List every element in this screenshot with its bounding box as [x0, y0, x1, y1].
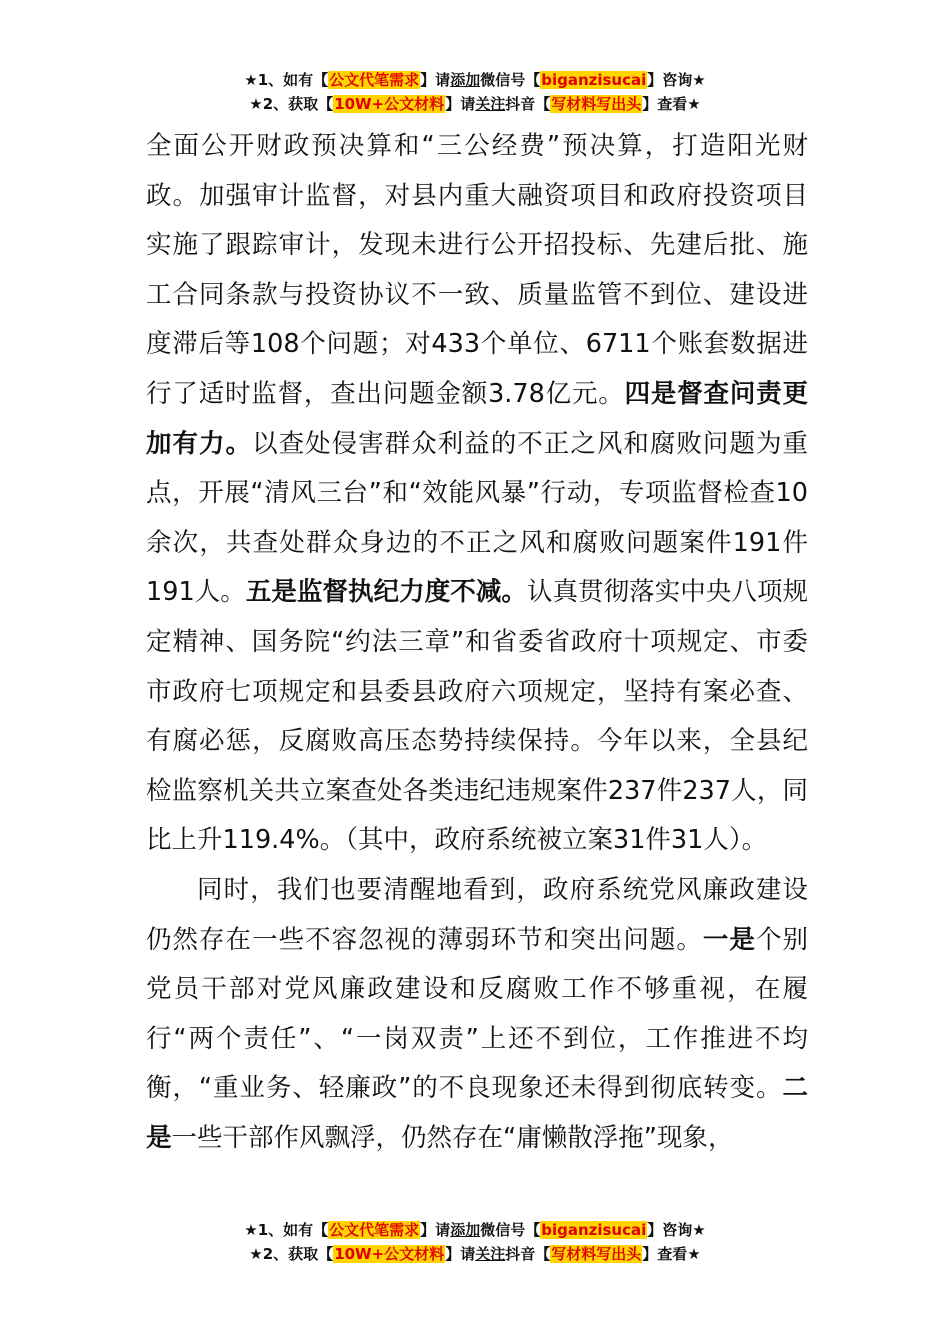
star-icon: ★ [244, 1221, 258, 1239]
highlight-douyin: 写材料写出头 [551, 95, 642, 113]
bold-heading-1: 一是 [702, 924, 756, 955]
banner-line-1: ★1、如有【公文代笔需求】请添加微信号【biganzisucai】咨询★ [244, 71, 706, 89]
highlight-service: 公文代笔需求 [329, 1221, 420, 1239]
footer-banner [0, 1218, 950, 1266]
highlight-douyin: 写材料写出头 [551, 1245, 642, 1263]
banner-line-2: ★2、获取【10W+公文材料】请关注抖音【写材料写出头】查看★ [249, 1245, 701, 1263]
document-body [146, 122, 808, 1163]
highlight-wechat-id: biganzisucai [541, 71, 647, 89]
highlight-materials: 10W+公文材料 [334, 95, 445, 113]
bold-heading-4: 四是督查问责更加有力。 [146, 378, 808, 459]
bold-heading-5: 五是监督执纪力度不减。 [245, 577, 527, 608]
bold-heading-2: 二是 [146, 1073, 808, 1153]
paragraph-1: 全面公开财政预决算和“三公经费”预决算，打造阳光财政。加强审计监督，对县内重大融资项目和政府投资项目实施了跟踪审计，发现未进行公开招投标、先建后批、施工合同条款与投资协议不一致、质量监管不到位、建设进度滞后等108个问题；对433个单位、6711个账套数据进行了适时监督，查出问题金额3.78亿元。四是督查问责更加有力。以查处侵害群众利益的不正之风和腐败问题为重点，开展“清风三台”和“效能风暴”行动，专项监督检查10余次，共查处群众身边的不正之风和腐败问题案件191件191人。五是监督执纪力度不减。认真贯彻落实中央八项规定精神、国务院“约法三章”和省委省政府十项规定、市委市政府七项规定和县委县政府六项规定，坚持有案必查、有腐必惩，反腐败高压态势持续保持。今年以来，全县纪检监察机关共立案查处各类违纪违规案件237件237人，同比上升119.4%。（其中，政府系统被立案31件31人）。 [146, 131, 808, 856]
star-icon: ★ [249, 95, 263, 113]
paragraph-2: 同时，我们也要清醒地看到，政府系统党风廉政建设仍然存在一些不容忽视的薄弱环节和突出问题。一是个别党员干部对党风廉政建设和反腐败工作不够重视，在履行“两个责任”、“一岗双责”上还不到位，工作推进不均衡，“重业务、轻廉政”的不良现象还未得到彻底转变。二是一些干部作风飘浮，仍然存在“庸懒散浮拖”现象， [146, 874, 808, 1153]
star-icon: ★ [244, 71, 258, 89]
banner-line-2: ★2、获取【10W+公文材料】请关注抖音【写材料写出头】查看★ [249, 95, 701, 113]
star-icon: ★ [249, 1245, 263, 1263]
highlight-materials: 10W+公文材料 [334, 1245, 445, 1263]
banner-line-1: ★1、如有【公文代笔需求】请添加微信号【biganzisucai】咨询★ [244, 1221, 706, 1239]
highlight-wechat-id: biganzisucai [541, 1221, 647, 1239]
header-banner [0, 68, 950, 116]
highlight-service: 公文代笔需求 [329, 71, 420, 89]
